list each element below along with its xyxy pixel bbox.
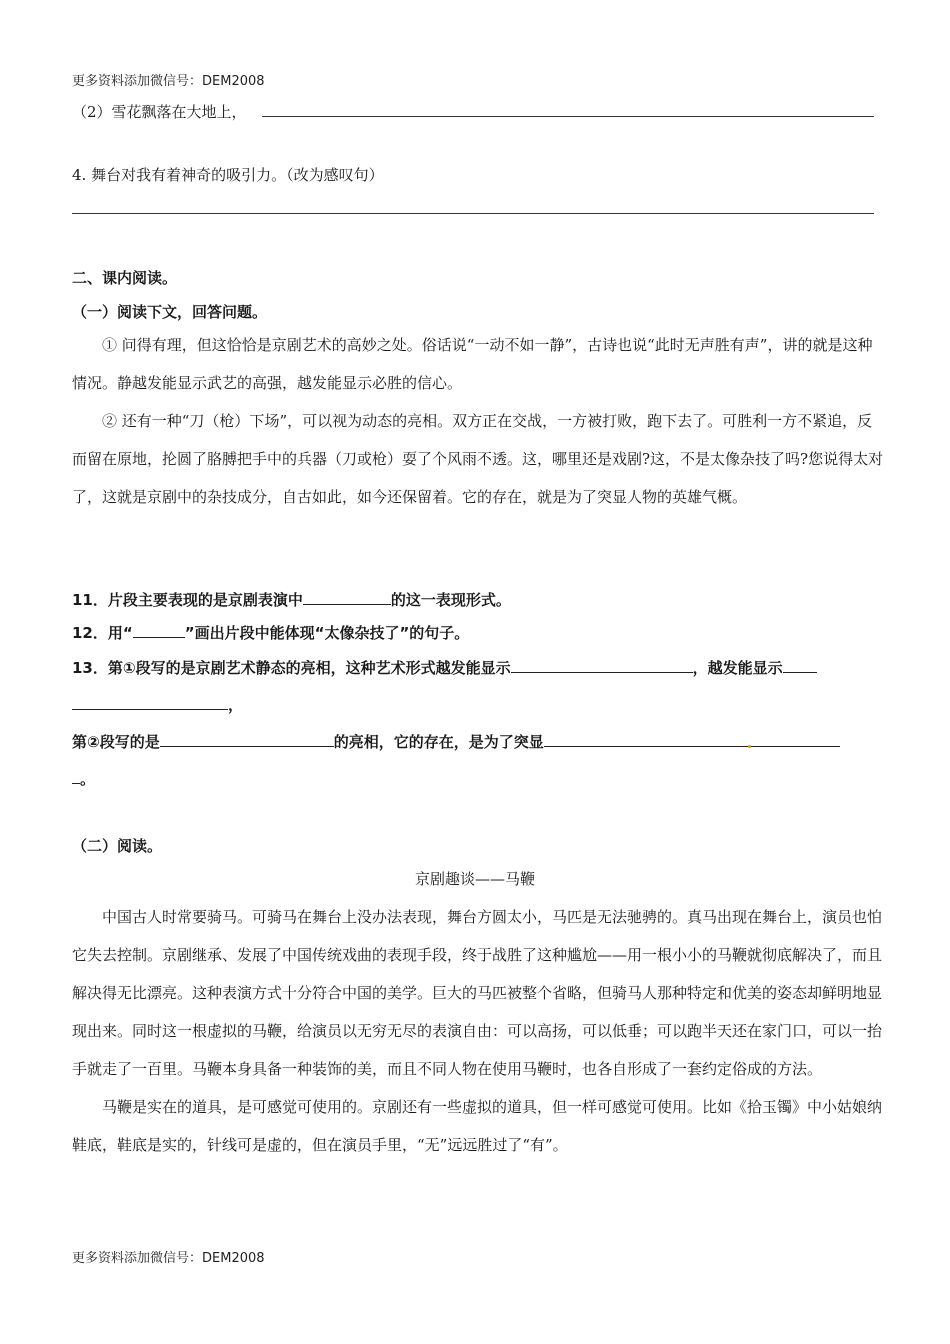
question-13-prefix: 13．第①段写的是京剧艺术静态的亮相，这种艺术形式越发能显示 <box>72 659 511 677</box>
question-13-middle: ，越发能显示 <box>692 659 783 677</box>
question-12 <box>72 622 469 643</box>
question-12-underline-sample <box>133 622 185 638</box>
question-13-comma: ， <box>228 696 244 714</box>
question-13-line-2 <box>72 694 243 715</box>
passage-1-paragraph-2: ② 还有一种“刀（枪）下场”，可以视为动态的亮相。双方正在交战，一方被打败，跑下去了。可胜利一方不紧追，反而留在原地，抡圆了胳膊把手中的兵器（刀或枪）耍了个风雨不透。这，哪里还是戏剧?这，不是太像杂技了吗?您说得太对了，这就是京剧中的杂技成分，自古如此，如今还保留着。它的存在，就是为了突显人物的英雄气概。 <box>72 412 884 506</box>
question-13-blank-1[interactable] <box>511 657 693 673</box>
question-11-blank[interactable] <box>303 589 391 605</box>
section-2-title: 二、课内阅读。 <box>72 269 178 287</box>
question-13-blank-4a[interactable] <box>544 731 840 747</box>
question-13-blank-4b[interactable] <box>72 768 80 784</box>
question-11-prefix: 11．片段主要表现的是京剧表演中 <box>72 591 303 609</box>
passage-1-paragraph-1: ① 问得有理，但这恰恰是京剧艺术的高妙之处。俗话说“一动不如一静”，古诗也说“此时无声胜有声”，讲的就是这种情况。静越发能显示武艺的高强，越发能显示必胜的信心。 <box>72 336 873 392</box>
passage-2 <box>72 898 884 1164</box>
question-13-blank-2b[interactable] <box>72 694 228 710</box>
footer-note: 更多资料添加微信号：DEM2008 <box>72 1251 265 1266</box>
question-13-line-4 <box>72 768 95 789</box>
header-note: 更多资料添加微信号：DEM2008 <box>72 74 265 89</box>
passage-2-title: 京剧趣谈——马鞭 <box>414 870 535 888</box>
answer-line-q4[interactable] <box>72 213 874 214</box>
passage-2-paragraph-2: 马鞭是实在的道具，是可感觉可使用的。京剧还有一些虚拟的道具，但一样可感觉可使用。比如《拾玉镯》中小姑娘纳鞋底，鞋底是实的，针线可是虚的，但在演员手里，“无”远远胜过了“有”。 <box>72 1098 883 1154</box>
question-13-line-3 <box>72 731 840 752</box>
part-1-title: （一）阅读下文，回答问题。 <box>72 303 268 321</box>
question-11 <box>72 589 511 610</box>
passage-1 <box>72 326 884 516</box>
question-13-part2-prefix: 第②段写的是 <box>72 733 160 751</box>
question-13-line-1 <box>72 657 817 678</box>
question-4: 4. 舞台对我有着神奇的吸引力。（改为感叹句） <box>72 166 384 184</box>
question-snow-sentence: （2）雪花飘落在大地上， <box>72 103 247 121</box>
question-11-suffix: 的这一表现形式。 <box>390 591 511 609</box>
passage-2-paragraph-1: 中国古人时常要骑马。可骑马在舞台上没办法表现，舞台方圆太小，马匹是无法驰骋的。真马出现在舞台上，演员也怕它失去控制。京剧继承、发展了中国传统戏曲的表现手段，终于战胜了这种尴尬——用一根小小的马鞭就彻底解决了，而且解决得无比漂亮。这种表演方式十分符合中国的美学。巨大的马匹被整个省略，但骑马人那种特定和优美的姿态却鲜明地显现出来。同时这一根虚拟的马鞭，给演员以无穷无尽的表演自由：可以高扬，可以低垂；可以跑半天还在家门口，可以一抬手就走了一百里。马鞭本身具备一种装饰的美，而且不同人物在使用马鞭时，也各自形成了一套约定俗成的方法。 <box>72 908 883 1078</box>
question-13-blank-2a[interactable] <box>783 657 817 673</box>
answer-line-snow[interactable] <box>262 116 874 117</box>
question-12-suffix: ”画出片段中能体现“太像杂技了”的句子。 <box>184 624 470 642</box>
question-13-blank-3[interactable] <box>160 731 334 747</box>
part-2-title: （二）阅读。 <box>72 837 163 855</box>
question-13-part2-middle: 的亮相，它的存在，是为了突显 <box>333 733 544 751</box>
question-13-period: 。 <box>80 770 96 788</box>
question-12-prefix: 12．用“ <box>72 624 133 642</box>
stray-mark <box>748 745 751 748</box>
